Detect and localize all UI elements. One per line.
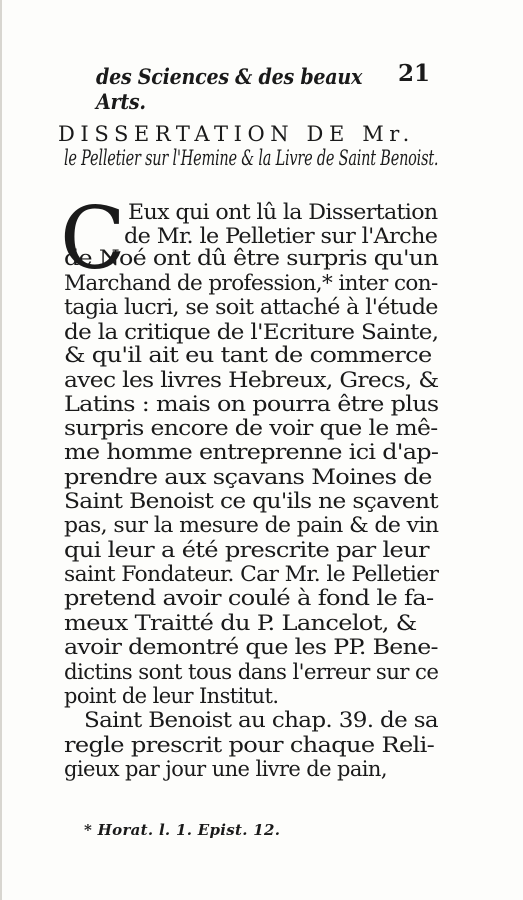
text-line: point de leur Institut.: [64, 684, 279, 708]
text-line: de la critique de l'Ecriture Sainte,: [64, 320, 439, 344]
text-line: Marchand de profession,* inter con-: [64, 271, 438, 295]
text-line: gieux par jour une livre de pain,: [64, 757, 387, 781]
page-edge: [0, 0, 2, 900]
text-line: & qu'il ait eu tant de commerce: [64, 343, 432, 367]
text-line: Eux qui ont lû la Dissertation: [128, 200, 438, 224]
running-head: des Sciences & des beaux Arts.: [96, 64, 363, 114]
text-line: me homme entreprenne ici d'ap-: [64, 440, 439, 464]
text-line: Saint Benoist au chap. 39. de sa: [84, 708, 438, 732]
text-line: avoir demontré que les PP. Bene-: [64, 635, 438, 659]
text-line: de Noé ont dû être surpris qu'un: [64, 246, 439, 270]
text-line: pas, sur la mesure de pain & de vin: [64, 513, 439, 537]
article-title: DISSERTATION DE Mr.: [58, 122, 415, 146]
page-number: 21: [398, 60, 431, 87]
article-subtitle: le Pelletier sur l'Hemine & la Livre de Saint Benoist.: [64, 146, 439, 170]
text-line: regle prescrit pour chaque Reli-: [64, 733, 435, 757]
text-line: surpris encore de voir que le mê-: [64, 416, 438, 440]
text-line: avec les livres Hebreux, Grecs, &: [64, 368, 439, 392]
text-line: Latins : mais on pourra être plus: [64, 392, 439, 416]
text-line: dictins sont tous dans l'erreur sur ce: [64, 660, 439, 684]
text-line: tagia lucri, se soit attaché à l'étude: [64, 295, 438, 319]
text-line: pretend avoir coulé à fond le fa-: [64, 586, 434, 610]
footnote: * Horat. l. 1. Epist. 12.: [84, 821, 281, 839]
text-line: prendre aux sçavans Moines de: [64, 465, 432, 489]
text-line: Saint Benoist ce qu'ils ne sçavent: [64, 489, 439, 513]
text-line: saint Fondateur. Car Mr. le Pelletier: [64, 562, 439, 586]
text-line: de Mr. le Pelletier sur l'Arche: [124, 224, 438, 248]
text-line: qui leur a été prescrite par leur: [64, 538, 429, 562]
text-line: meux Traitté du P. Lancelot, &: [64, 611, 417, 635]
drop-cap: C: [60, 189, 126, 289]
